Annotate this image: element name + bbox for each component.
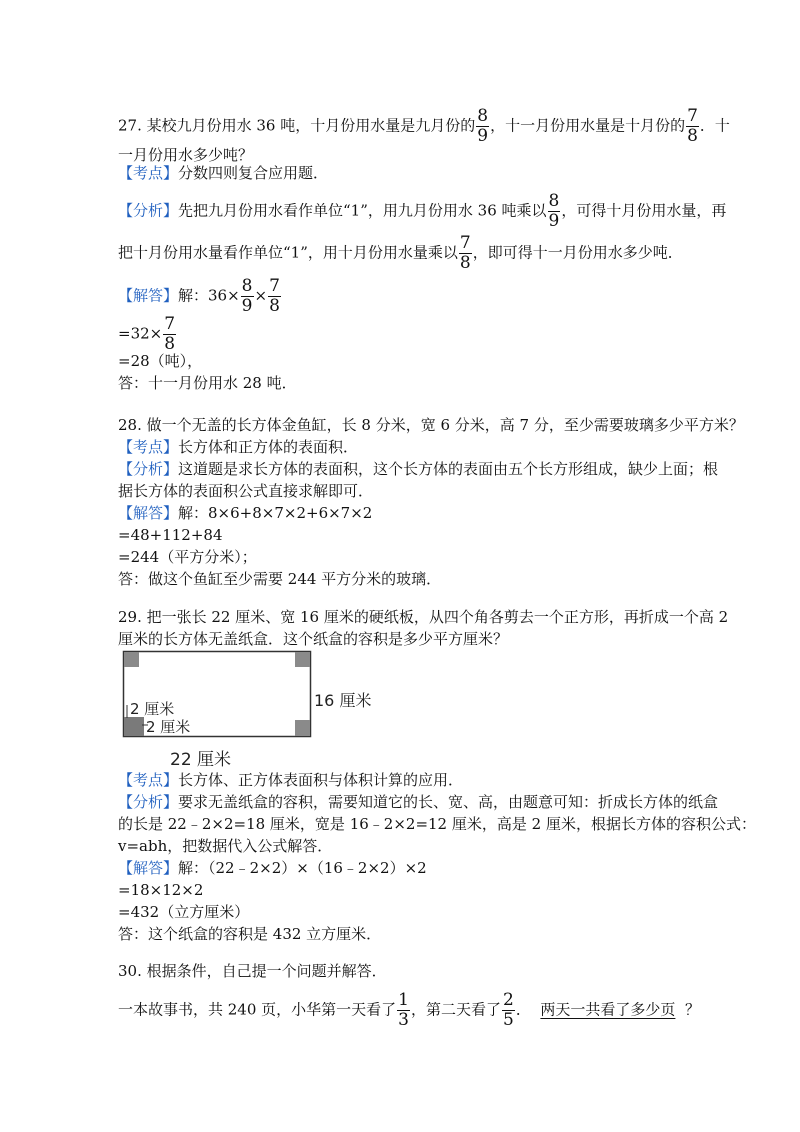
fraction (548, 193, 561, 230)
step-text: =32× (118, 324, 163, 343)
q29-fenxi-line3: v=abh，把数据代入公式解答． (118, 837, 333, 855)
numerator: 2 (503, 990, 514, 1010)
denominator: 9 (548, 211, 560, 231)
q28-fenxi-line2: 据长方体的表面积公式直接求解即可． (118, 482, 374, 500)
fraction (476, 108, 489, 145)
q27-answer: 答：十一月份用水 28 吨． (118, 374, 297, 392)
q30-condition (118, 992, 700, 1029)
jieda-tag: 【解答】 (118, 286, 179, 305)
q29-fenxi-line2: 的长是 22﹣2×2=18 厘米，宽是 16﹣2×2=12 厘米，高是 2 厘米，根据长方体的容积公式： (118, 815, 756, 833)
fraction (502, 992, 515, 1029)
fenxi-text: 先把九月份用水看作单位“1”，用九月份用水 36 吨乘以 (178, 201, 547, 220)
fenxi-text: ，即可得十一月份用水多少吨． (472, 243, 683, 262)
q27-kaodian (118, 163, 328, 183)
q27-step2 (118, 316, 177, 353)
denominator: 8 (687, 126, 698, 146)
fenxi-tag: 【分析】 (118, 460, 179, 478)
q27-text: 27. 某校九月份用水 36 吨，十月份用水量是九月份的 (118, 116, 476, 135)
fraction (268, 278, 281, 315)
kaodian-tag: 【考点】 (118, 771, 179, 789)
q29-jieda (118, 858, 427, 878)
denominator: 9 (241, 296, 253, 316)
q27-question-line2: 一月份用水多少吨？ (118, 146, 254, 164)
q27-jieda-line1 (118, 278, 282, 315)
fraction (241, 278, 254, 315)
numerator: 8 (477, 106, 489, 126)
q29-step3: =432（立方厘米） (118, 903, 250, 921)
jieda-text: 解：8×6+8×7×2+6×7×2 (178, 504, 373, 522)
corner-height-label: 2 厘米 (130, 700, 175, 718)
kaodian-text: 分数四则复合应用题． (178, 164, 329, 182)
fraction (397, 992, 410, 1029)
fenxi-text: 这道题是求长方体的表面积，这个长方体的表面由五个长方形组成，缺少上面；根 (178, 460, 719, 478)
jieda-tag: 【解答】 (118, 859, 179, 877)
q28-step3: =244（平方分米）； (118, 548, 257, 566)
denominator: 5 (503, 1010, 514, 1030)
denominator: 8 (164, 334, 176, 354)
kaodian-text: 长方体、正方体表面积与体积计算的应用． (178, 771, 464, 789)
numerator: 1 (398, 990, 409, 1010)
q29-fenxi-line1 (118, 792, 718, 812)
numerator: 8 (548, 191, 560, 211)
condition-text: ． (515, 1000, 531, 1019)
kaodian-tag: 【考点】 (118, 438, 179, 456)
fenxi-text: ，可得十月份用水量，再 (561, 201, 727, 220)
kaodian-tag: 【考点】 (118, 164, 179, 182)
fraction (163, 316, 176, 353)
q28-jieda (118, 503, 372, 523)
bottom-length-label: 22 厘米 (170, 750, 232, 770)
corner-square-bottom-right (295, 720, 310, 736)
q27-step3: =28（吨）， (118, 352, 203, 370)
q27-fenxi-line1 (118, 193, 726, 230)
numerator: 7 (269, 276, 280, 296)
condition-text: 一本故事书，共 240 页，小华第一天看了 (118, 1000, 397, 1019)
kaodian-text: 长方体和正方体的表面积． (178, 438, 359, 456)
corner-width-label: 2 厘米 (146, 718, 191, 736)
numerator: 8 (241, 276, 253, 296)
jieda-text: 解：36× (178, 286, 240, 305)
numerator: 7 (459, 233, 471, 253)
q27-text: ，十一月份用水量是十月份的 (490, 116, 686, 135)
times-sign: × (254, 286, 268, 305)
q29-question-line1: 29. 把一张长 22 厘米、宽 16 厘米的硬纸板，从四个角各剪去一个正方形，再折成一个高 2 (118, 608, 729, 626)
q28-fenxi-line1 (118, 459, 718, 479)
fenxi-text: 要求无盖纸盒的容积，需要知道它的长、宽、高，由题意可知：折成长方体的纸盒 (178, 793, 719, 811)
q28-question: 28. 做一个无盖的长方体金鱼缸，长 8 分米，宽 6 分米，高 7 分，至少需要玻璃多少平方米？ (118, 416, 744, 434)
jieda-text: 解：（22﹣2×2）×（16﹣2×2）×2 (178, 859, 427, 877)
q27-fenxi-line2 (118, 235, 683, 272)
denominator: 3 (398, 1010, 409, 1030)
condition-text: ，第二天看了 (411, 1000, 502, 1019)
side-length-label: 16 厘米 (314, 691, 372, 710)
numerator: 7 (687, 106, 698, 126)
denominator: 8 (269, 296, 280, 316)
q29-question-line2: 厘米的长方体无盖纸盒．这个纸盒的容积是多少平方厘米？ (118, 630, 509, 648)
q29-step2: =18×12×2 (118, 881, 204, 899)
numerator: 7 (164, 314, 176, 334)
jieda-tag: 【解答】 (118, 504, 179, 522)
corner-square-top-left (124, 652, 139, 667)
q28-answer: 答：做这个鱼缸至少需要 244 平方分米的玻璃． (118, 570, 442, 588)
q27-text: ．十 (699, 116, 730, 135)
fenxi-text: 把十月份用水量看作单位“1”，用十月份用水量乘以 (118, 243, 458, 262)
fenxi-tag: 【分析】 (118, 201, 179, 220)
denominator: 8 (459, 253, 471, 273)
q30-question: 30. 根据条件，自己提一个问题并解答． (118, 962, 387, 980)
fraction (686, 108, 699, 145)
q28-kaodian (118, 437, 358, 457)
answer-blank: 两天一共看了多少页 (540, 1000, 676, 1019)
q28-step2: =48+112+84 (118, 526, 223, 544)
denominator: 9 (477, 126, 489, 146)
corner-square-bottom-left (124, 717, 144, 736)
fenxi-tag: 【分析】 (118, 793, 179, 811)
q27-question-line1 (118, 108, 730, 145)
cardboard-figure (122, 650, 372, 770)
corner-square-top-right (295, 652, 310, 667)
condition-text: ？ (684, 1000, 700, 1019)
q29-answer: 答：这个纸盒的容积是 432 立方厘米． (118, 925, 382, 943)
q29-kaodian (118, 770, 463, 790)
fraction (459, 235, 472, 272)
